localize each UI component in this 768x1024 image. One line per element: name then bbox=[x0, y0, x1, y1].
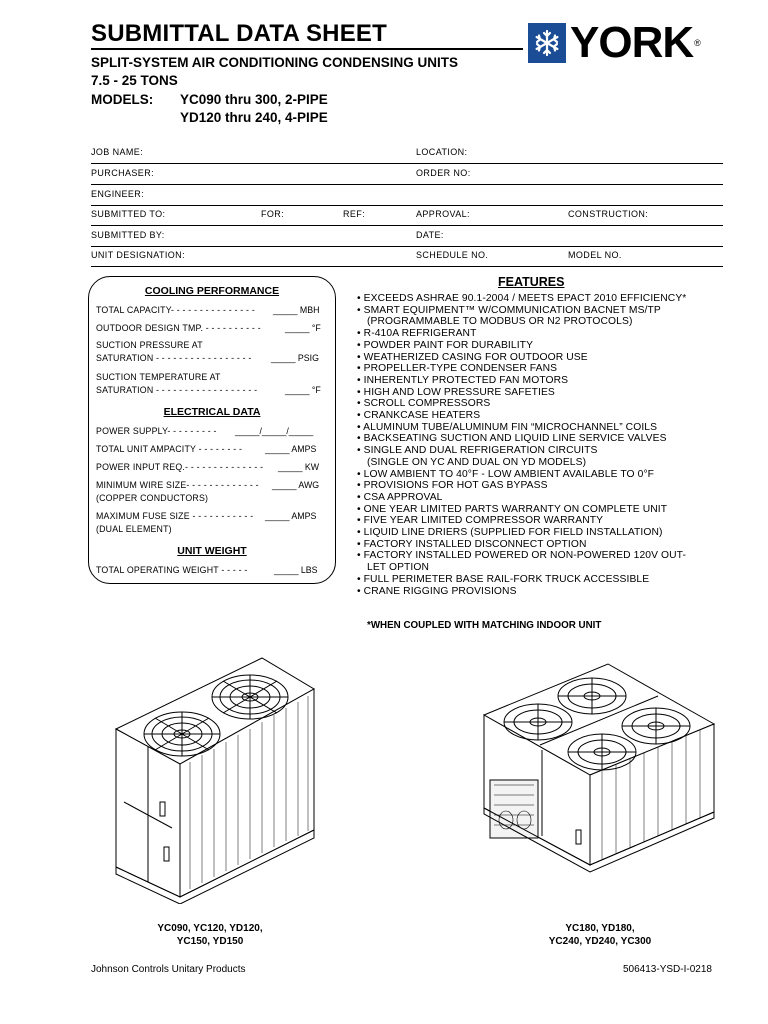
max-fuse-note: (DUAL ELEMENT) bbox=[96, 524, 172, 534]
outdoor-design-unit: _____ °F bbox=[285, 323, 321, 333]
ref-label: REF: bbox=[343, 209, 366, 219]
total-weight-unit: _____ LBS bbox=[274, 565, 318, 575]
fan-guard-icon bbox=[622, 708, 690, 744]
feature-item: • FACTORY INSTALLED POWERED OR NON-POWERED 120V OUT- bbox=[357, 550, 687, 562]
date-label: DATE: bbox=[416, 230, 444, 240]
form-row-unit bbox=[91, 246, 723, 267]
features-title: FEATURES bbox=[498, 275, 565, 289]
models-line-1: YC090 thru 300, 2-PIPE bbox=[180, 92, 328, 107]
for-label: FOR: bbox=[261, 209, 285, 219]
power-supply-unit: _____/_____/_____ bbox=[235, 426, 314, 436]
outdoor-design-label: OUTDOOR DESIGN TMP. - - - - - - - - - - bbox=[96, 323, 261, 333]
features-footnote: *WHEN COUPLED WITH MATCHING INDOOR UNIT bbox=[367, 620, 602, 631]
model-no-label: MODEL NO. bbox=[568, 250, 622, 260]
feature-item: • EXCEEDS ASHRAE 90.1-2004 / MEETS EPACT 2010 EFFICIENCY* bbox=[357, 293, 687, 304]
max-fuse-label: MAXIMUM FUSE SIZE - - - - - - - - - - - bbox=[96, 511, 254, 521]
construction-label: CONSTRUCTION: bbox=[568, 209, 649, 219]
feature-item: • SMART EQUIPMENT™ W/COMMUNICATION BACNET MS/TP bbox=[357, 304, 661, 316]
large-unit-caption-line-2: YC240, YD240, YC300 bbox=[548, 936, 652, 947]
feature-item: • LOW AMBIENT TO 40°F - LOW AMBIENT AVAILABLE TO 0°F bbox=[357, 468, 655, 480]
brand-name: YORK bbox=[570, 18, 694, 67]
min-wire-note: (COPPER CONDUCTORS) bbox=[96, 493, 209, 503]
fan-guard-icon bbox=[504, 704, 572, 740]
schedule-no-label: SCHEDULE NO. bbox=[416, 250, 489, 260]
suction-pressure-label: SUCTION PRESSURE AT bbox=[96, 340, 203, 350]
subtitle: SPLIT-SYSTEM AIR CONDITIONING CONDENSING UNITS bbox=[91, 55, 459, 70]
total-ampacity-label: TOTAL UNIT AMPACITY - - - - - - - - bbox=[96, 444, 243, 454]
feature-item: • PROPELLER-TYPE CONDENSER FANS bbox=[357, 363, 558, 375]
total-ampacity-unit: _____ AMPS bbox=[265, 444, 317, 454]
footer-doc-number: 506413-YSD-I-0218 bbox=[623, 964, 712, 975]
feature-item-continued: (SINGLE ON YC AND DUAL ON YD MODELS) bbox=[367, 456, 587, 468]
min-wire-label: MINIMUM WIRE SIZE- - - - - - - - - - - - - bbox=[96, 480, 259, 490]
location-label: LOCATION: bbox=[416, 147, 468, 157]
large-unit-caption bbox=[510, 922, 690, 948]
power-input-unit: _____ KW bbox=[278, 462, 320, 472]
small-unit-caption bbox=[130, 922, 290, 948]
approval-label: APPROVAL: bbox=[416, 209, 470, 219]
unit-weight-title: UNIT WEIGHT bbox=[177, 545, 247, 557]
feature-item-continued: (PROGRAMMABLE TO MODBUS OR N2 PROTOCOLS) bbox=[367, 316, 633, 328]
footer-company: Johnson Controls Unitary Products bbox=[91, 964, 246, 975]
small-unit-illustration bbox=[112, 652, 324, 904]
max-fuse-unit: _____ AMPS bbox=[265, 511, 317, 521]
feature-item: • WEATHERIZED CASING FOR OUTDOOR USE bbox=[357, 351, 588, 363]
feature-item: • ALUMINUM TUBE/ALUMINUM FIN “MICROCHANNEL” COILS bbox=[357, 421, 658, 433]
suction-temp-saturation: SATURATION - - - - - - - - - - - - - - - - - - bbox=[96, 385, 258, 395]
page-title: SUBMITTAL DATA SHEET bbox=[91, 20, 387, 47]
total-capacity-unit: _____ MBH bbox=[273, 305, 320, 315]
engineer-label: ENGINEER: bbox=[91, 189, 145, 199]
feature-item: • CRANKCASE HEATERS bbox=[357, 410, 481, 422]
feature-item: • R-410A REFRIGERANT bbox=[357, 328, 477, 340]
unit-designation-label: UNIT DESIGNATION: bbox=[91, 250, 185, 260]
power-supply-label: POWER SUPPLY- - - - - - - - - bbox=[96, 426, 217, 436]
form-row-submitted-to bbox=[91, 205, 723, 226]
feature-item: • POWDER PAINT FOR DURABILITY bbox=[357, 339, 534, 351]
large-unit-caption-line-1: YC180, YD180, bbox=[565, 923, 635, 934]
tons-range: 7.5 - 25 TONS bbox=[91, 73, 178, 88]
suction-temp-unit: _____ °F bbox=[285, 385, 321, 395]
form-row-engineer bbox=[91, 185, 723, 206]
feature-item: • SCROLL COMPRESSORS bbox=[357, 398, 491, 410]
feature-item: • ONE YEAR LIMITED PARTS WARRANTY ON COMPLETE UNIT bbox=[357, 503, 668, 515]
large-unit-illustration bbox=[480, 660, 718, 875]
total-capacity-label: TOTAL CAPACITY- - - - - - - - - - - - - - - bbox=[96, 305, 255, 315]
total-weight-label: TOTAL OPERATING WEIGHT - - - - - bbox=[96, 565, 248, 575]
performance-box bbox=[88, 276, 336, 584]
suction-temp-label: SUCTION TEMPERATURE AT bbox=[96, 372, 221, 382]
fan-guard-icon bbox=[144, 712, 220, 756]
feature-item: • FIVE YEAR LIMITED COMPRESSOR WARRANTY bbox=[357, 515, 604, 527]
form-row-purchaser bbox=[91, 164, 723, 185]
fan-guard-icon bbox=[568, 734, 636, 770]
cooling-performance-title: COOLING PERFORMANCE bbox=[144, 285, 280, 297]
power-input-label: POWER INPUT REQ.- - - - - - - - - - - - - - bbox=[96, 462, 264, 472]
features-list bbox=[357, 293, 732, 597]
job-name-label: JOB NAME: bbox=[91, 147, 144, 157]
suction-pressure-saturation: SATURATION - - - - - - - - - - - - - - - - - bbox=[96, 353, 252, 363]
feature-item: • LIQUID LINE DRIERS (SUPPLIED FOR FIELD INSTALLATION) bbox=[357, 527, 663, 539]
feature-item: • FACTORY INSTALLED DISCONNECT OPTION bbox=[357, 538, 587, 550]
form-row-job bbox=[91, 143, 723, 164]
submitted-by-label: SUBMITTED BY: bbox=[91, 230, 165, 240]
york-logo bbox=[528, 18, 701, 67]
electrical-data-title: ELECTRICAL DATA bbox=[163, 406, 261, 418]
feature-item: • PROVISIONS FOR HOT GAS BYPASS bbox=[357, 480, 548, 492]
feature-item: • CRANE RIGGING PROVISIONS bbox=[357, 585, 517, 597]
feature-item: • SINGLE AND DUAL REFRIGERATION CIRCUITS bbox=[357, 445, 598, 457]
fan-guard-icon bbox=[212, 675, 288, 719]
models-label: MODELS: bbox=[91, 92, 154, 107]
fan-guard-icon bbox=[558, 678, 626, 714]
feature-item-continued: LET OPTION bbox=[367, 562, 430, 574]
suction-pressure-unit: _____ PSIG bbox=[271, 353, 319, 363]
small-unit-caption-line-2: YC150, YD150 bbox=[176, 936, 244, 947]
submitted-to-label: SUBMITTED TO: bbox=[91, 209, 166, 219]
form-row-submitted-by bbox=[91, 226, 723, 247]
small-unit-caption-line-1: YC090, YC120, YD120, bbox=[157, 923, 263, 934]
order-no-label: ORDER NO: bbox=[416, 168, 471, 178]
registered-mark: ® bbox=[694, 38, 701, 48]
purchaser-label: PURCHASER: bbox=[91, 168, 155, 178]
models-line-2: YD120 thru 240, 4-PIPE bbox=[180, 110, 328, 125]
feature-item: • HIGH AND LOW PRESSURE SAFETIES bbox=[357, 386, 555, 398]
feature-item: • BACKSEATING SUCTION AND LIQUID LINE SERVICE VALVES bbox=[357, 433, 667, 445]
title-rule bbox=[91, 48, 523, 50]
feature-item: • INHERENTLY PROTECTED FAN MOTORS bbox=[357, 374, 569, 386]
min-wire-unit: _____ AWG bbox=[272, 480, 320, 490]
feature-item: • FULL PERIMETER BASE RAIL-FORK TRUCK ACCESSIBLE bbox=[357, 573, 650, 585]
snowflake-icon bbox=[528, 23, 566, 63]
feature-item: • CSA APPROVAL bbox=[357, 491, 443, 503]
